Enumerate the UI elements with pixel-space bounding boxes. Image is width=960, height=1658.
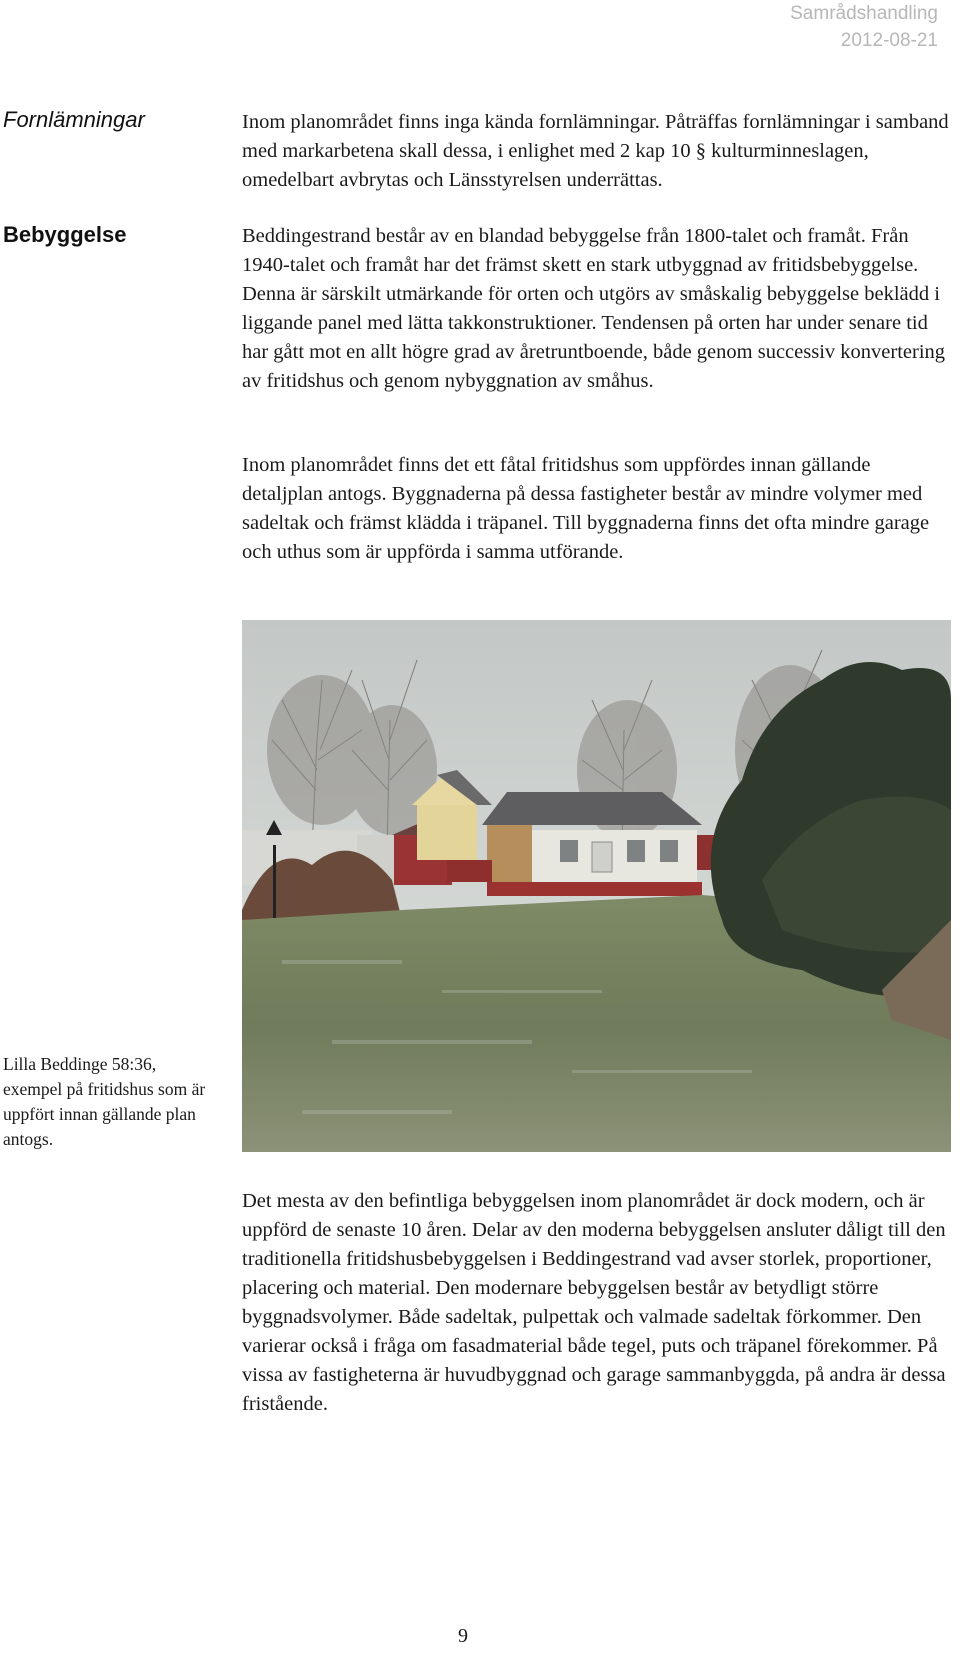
document-header — [790, 0, 938, 54]
heading-bebyggelse: Bebyggelse — [3, 222, 127, 247]
paragraph-fritidshus: Inom planområdet finns det ett fåtal fritidshus som uppfördes innan gällande detaljplan antogs. Byggnaderna på dessa fastigheter består av mindre volymer med sadeltak och främst klädda i träpanel. Till byggnaderna finns det ofta mindre garage och uthus som är uppförda i samma utförande. — [242, 454, 930, 563]
header-date: 2012-08-21 — [840, 30, 938, 51]
house-photo — [242, 620, 951, 1152]
paragraph-fornlamningar: Inom planområdet finns inga kända fornlämningar. Påträffas fornlämningar i samband med markarbetena skall dessa, i enlighet med 2 kap 10 § kulturminneslagen, omedelbart avbrytas och Länsstyrelsen underrättas. — [242, 111, 949, 191]
paragraph-modern-bebyggelse: Det mesta av den befintliga bebyggelsen inom planområdet är dock modern, och är uppförd de senaste 10 åren. Delar av den moderna bebyggelsen ansluter dåligt till den traditionella fritidshusbebyggelsen i Beddingestrand vad avser storlek, proportioner, placering och material. Den modernare bebyggelsen består av betydligt större byggnadsvolymer. Både sadeltak, pulpettak och valmade sadeltak förkommer. Den varierar också i fråga om fasadmaterial både tegel, puts och träpanel förekommer. På vissa av fastigheterna är huvudbyggnad och garage sammanbyggda, på andra är dessa fristående. — [242, 1190, 946, 1415]
header-title: Samrådshandling — [790, 3, 938, 24]
photo-caption: Lilla Beddinge 58:36, exempel på fritidshus som är uppfört innan gällande plan antogs. — [3, 1054, 206, 1149]
page-number: 9 — [458, 1625, 468, 1647]
paragraph-bebyggelse: Beddingestrand består av en blandad bebyggelse från 1800-talet och framåt. Från 1940-talet och framåt har det främst skett en stark utbyggnad av fritidsbebyggelse. Denna är särskilt utmärkande för orten och utgörs av småskalig bebyggelse beklädd i liggande panel med lätta takkonstruktioner. Tendensen på orten har under senare tid har gått mot en allt högre grad av åretruntboende, både genom successiv konvertering av fritidshus och genom nybyggnation av småhus. — [242, 225, 946, 392]
heading-fornlamningar: Fornlämningar — [3, 107, 145, 132]
